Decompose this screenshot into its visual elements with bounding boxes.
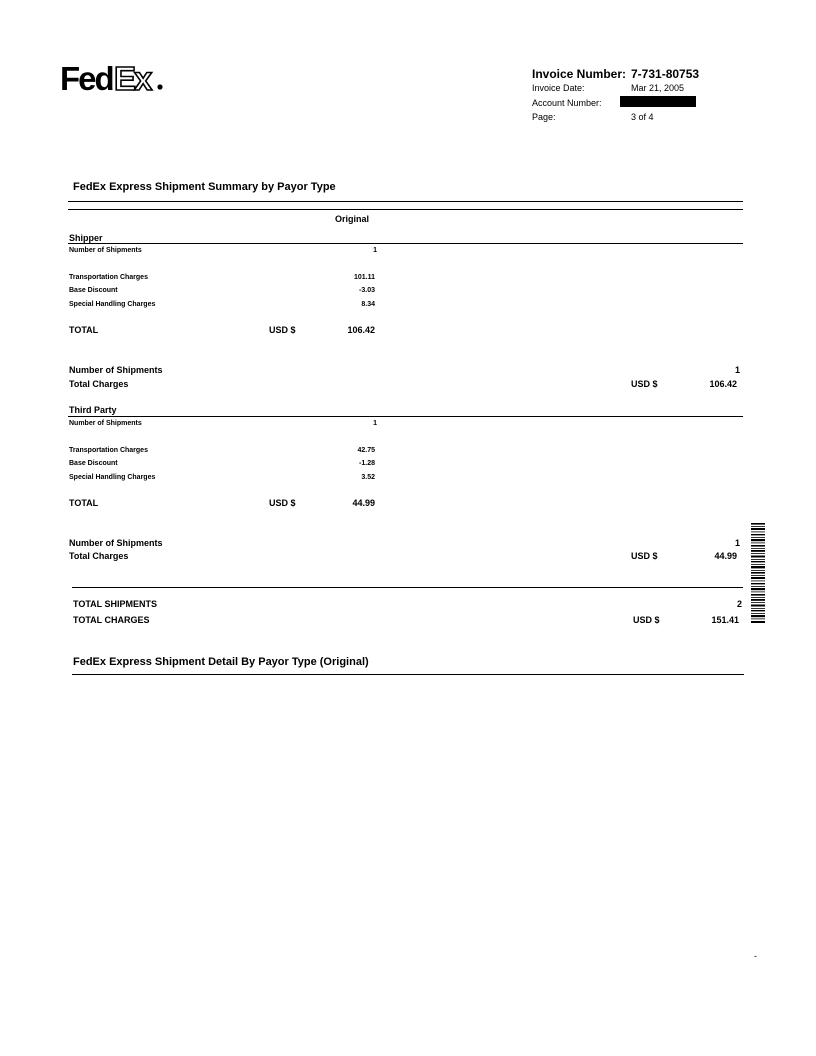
invoice-number-label: Invoice Number: [532,67,627,81]
detail-rule [72,674,744,675]
third-party-special-handling-value: 3.52 [361,474,375,481]
shipper-total-value: 106.42 [347,325,375,335]
page-label: Page: [532,112,556,122]
summary-title: FedEx Express Shipment Summary by Payor Type [73,181,336,193]
account-number-redaction [620,96,696,107]
total-shipments-label: TOTAL SHIPMENTS [73,599,158,609]
shipper-base-discount-label: Base Discount [69,287,118,294]
barcode-graphic [751,523,765,623]
shipper-special-handling-value: 8.34 [361,301,375,308]
svg-text:Fed: Fed [60,62,113,96]
footer-mark: - [754,951,757,961]
invoice-date-label: Invoice Date: [532,83,585,93]
third-party-num-shipments: 1 [373,420,377,427]
shipper-total-label: TOTAL [69,325,99,335]
third-party-footer-shipments-label: Number of Shipments [69,538,163,548]
shipper-transportation-label: Transportation Charges [69,274,148,281]
third-party-transportation-label: Transportation Charges [69,447,148,454]
third-party-base-discount-label: Base Discount [69,460,118,467]
total-charges-value: 151.41 [711,615,739,625]
grand-total-rule [72,587,743,588]
column-header-original: Original [335,214,370,224]
third-party-total-currency: USD $ [269,498,296,508]
third-party-transportation-value: 42.75 [357,447,375,454]
section-rule-third-party [68,416,743,417]
third-party-footer-charges: 44.99 [714,551,737,561]
account-number-label: Account Number: [532,98,602,108]
summary-rule-top [68,201,743,202]
total-charges-label: TOTAL CHARGES [73,615,150,625]
section-rule-shipper [68,243,743,244]
page-number: 3 of 4 [631,112,654,122]
section-name-third-party: Third Party [69,405,117,415]
shipper-transportation-value: 101.11 [353,274,375,281]
shipper-footer-charges: 106.42 [709,379,737,389]
invoice-date: Mar 21, 2005 [631,83,685,93]
invoice-number: 7-731-80753 [631,67,700,81]
detail-title: FedEx Express Shipment Detail By Payor Type (Original) [73,656,369,668]
shipper-footer-shipments: 1 [734,365,740,375]
third-party-footer-shipments: 1 [734,538,740,548]
shipper-footer-currency: USD $ [631,379,658,389]
third-party-footer-charges-label: Total Charges [69,551,129,561]
shipper-base-discount-value: -3.03 [359,287,375,294]
shipper-num-shipments: 1 [373,247,377,254]
shipper-footer-charges-label: Total Charges [69,379,129,389]
third-party-base-discount-value: -1.28 [359,460,375,467]
summary-rule-bottom [68,209,743,210]
third-party-total-label: TOTAL [69,498,99,508]
shipper-footer-shipments-label: Number of Shipments [69,365,163,375]
third-party-special-handling-label: Special Handling Charges [69,474,156,481]
section-name-shipper: Shipper [69,233,103,243]
third-party-total-value: 44.99 [352,498,375,508]
shipper-special-handling-label: Special Handling Charges [69,301,156,308]
total-shipments-value: 2 [736,599,742,609]
third-party-footer-currency: USD $ [631,551,658,561]
shipper-total-currency: USD $ [269,325,296,335]
shipper-num-shipments-label: Number of Shipments [69,247,142,254]
total-charges-currency: USD $ [633,615,660,625]
third-party-num-shipments-label: Number of Shipments [69,420,142,427]
fedex-logo [60,62,164,96]
svg-text:Ex: Ex [114,62,151,96]
